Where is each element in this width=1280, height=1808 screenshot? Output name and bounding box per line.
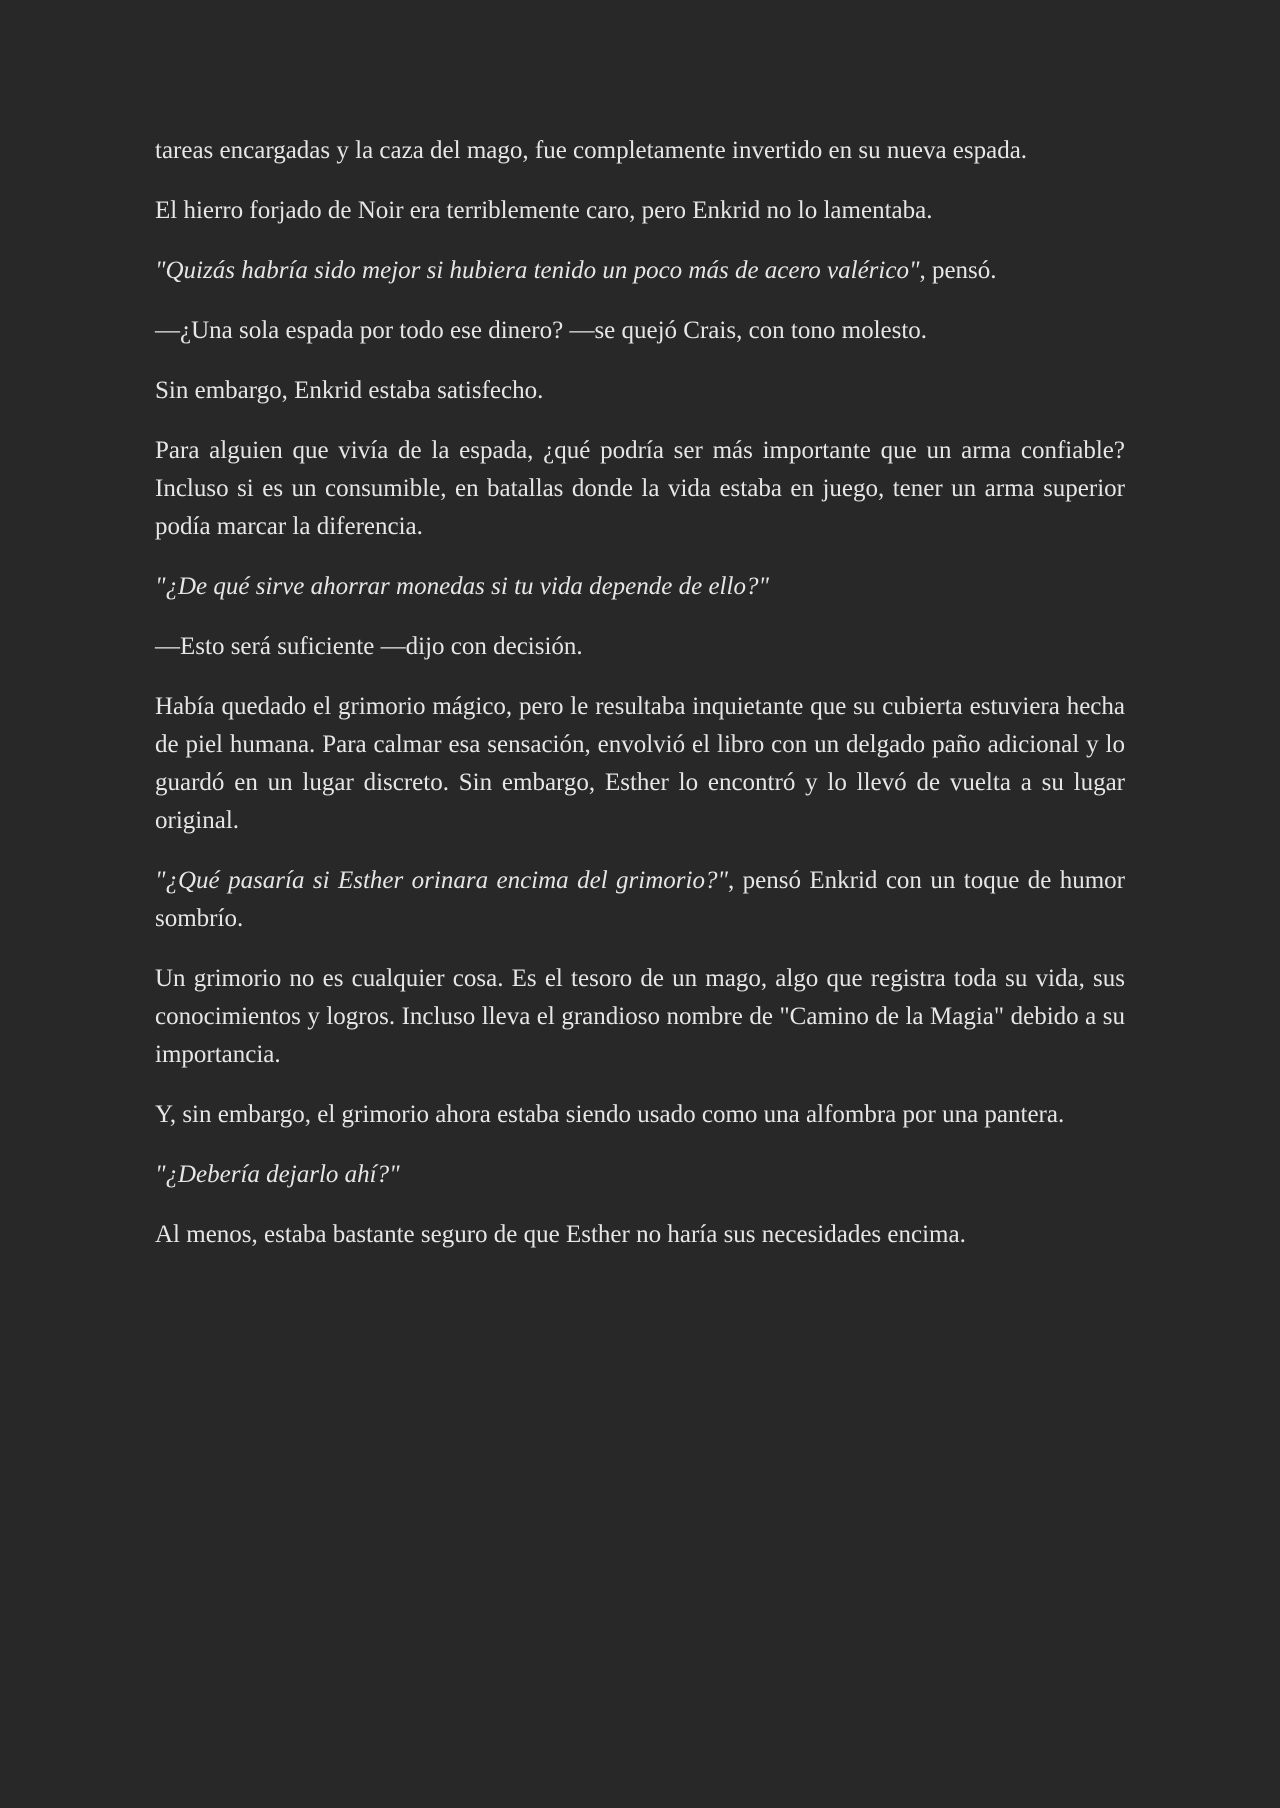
italic-thought: "¿Debería dejarlo ahí?" [155,1161,400,1188]
text-run: Y, sin embargo, el grimorio ahora estaba siendo usado como una alfombra por una pantera. [155,1101,1065,1128]
paragraph [155,688,1125,840]
paragraph [155,132,1125,170]
paragraph [155,960,1125,1074]
paragraph [155,312,1125,350]
text-run: Sin embargo, Enkrid estaba satisfecho. [155,377,544,404]
paragraph [155,252,1125,290]
paragraph [155,1096,1125,1134]
text-run: , pensó. [919,257,997,284]
paragraph [155,1156,1125,1194]
paragraph [155,432,1125,546]
text-run: tareas encargadas y la caza del mago, fue completamente invertido en su nueva espada. [155,137,1028,164]
paragraph [155,192,1125,230]
italic-thought: "¿Qué pasaría si Esther orinara encima del grimorio?" [155,867,728,894]
text-run: Un grimorio no es cualquier cosa. Es el tesoro de un mago, algo que registra toda su vida, sus conocimientos y logros. Incluso lleva el grandioso nombre de "Camino de la Magia" debido a su importancia. [155,965,1125,1068]
text-run: Había quedado el grimorio mágico, pero le resultaba inquietante que su cubierta estuviera hecha de piel humana. Para calmar esa sensación, envolvió el libro con un delgado paño adicional y lo guardó en un lugar discreto. Sin embargo, Esther lo encontró y lo llevó de vuelta a su lugar original. [155,693,1125,834]
paragraph [155,862,1125,938]
text-run: , pensó Enkrid con un toque de humor sombrío. [155,867,1125,932]
paragraph [155,1216,1125,1254]
italic-thought: "¿De qué sirve ahorrar monedas si tu vida depende de ello?" [155,573,769,600]
text-run: —Esto será suficiente —dijo con decisión. [155,633,583,660]
paragraph [155,568,1125,606]
text-run: El hierro forjado de Noir era terriblemente caro, pero Enkrid no lo lamentaba. [155,197,933,224]
text-run: Al menos, estaba bastante seguro de que Esther no haría sus necesidades encima. [155,1221,966,1248]
text-run: —¿Una sola espada por todo ese dinero? —se quejó Crais, con tono molesto. [155,317,928,344]
paragraph [155,372,1125,410]
paragraph [155,628,1125,666]
italic-thought: "Quizás habría sido mejor si hubiera tenido un poco más de acero valérico" [155,257,920,284]
chapter-text [155,132,1125,1276]
text-run: Para alguien que vivía de la espada, ¿qué podría ser más importante que un arma confiable? Incluso si es un consumible, en batallas donde la vida estaba en juego, tener un arma superior podía marcar la diferencia. [155,437,1125,540]
